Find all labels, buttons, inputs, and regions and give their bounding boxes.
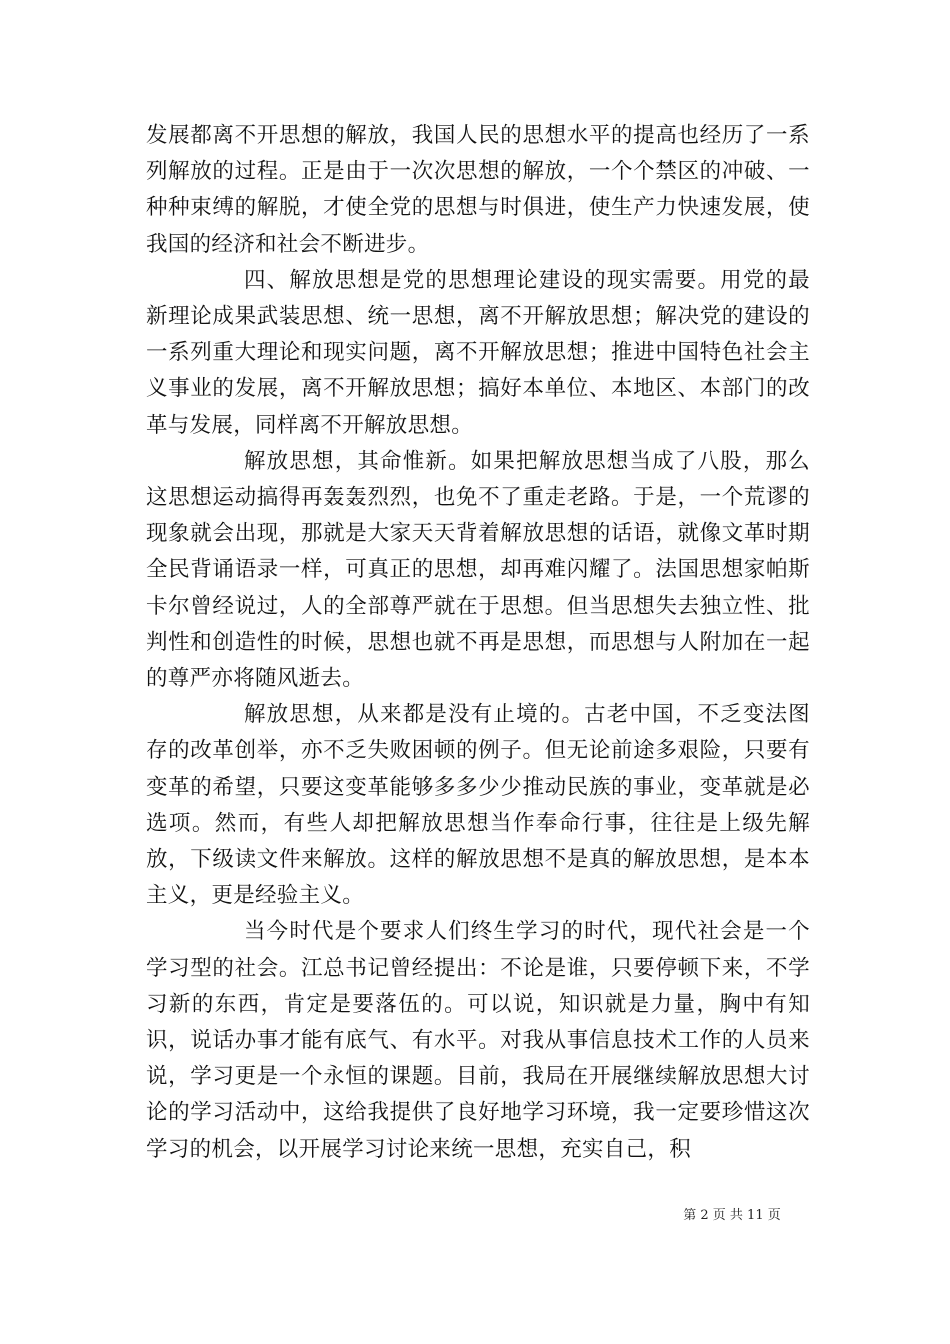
paragraph-renewal: 解放思想，其命惟新。如果把解放思想当成了八股，那么这思想运动搞得再轰轰烈烈，也免不了重走老路。于是，一个荒谬的现象就会出现，那就是大家天天背着解放思想的话语，就像文革时期全民背诵语录一样，可真正的思想，却再难闪耀了。法国思想家帕斯卡尔曾经说过，人的全部尊严就在于思想。但当思想失去独立性、批判性和创造性的时候，思想也就不再是思想，而思想与人附加在一起的尊严亦将随风逝去。 [146, 448, 810, 692]
document-body [146, 118, 810, 1168]
page-number: 第 2 页 共 11 页 [683, 1208, 781, 1223]
paragraph-section-four: 四、解放思想是党的思想理论建设的现实需要。用党的最新理论成果武装思想、统一思想，离不开解放思想；解决党的建设的一系列重大理论和现实问题，离不开解放思想；推进中国特色社会主义事业的发展，离不开解放思想；搞好本单位、本地区、本部门的改革与发展，同样离不开解放思想。 [146, 267, 810, 438]
paragraph-lifelong-learning: 当今时代是个要求人们终生学习的时代，现代社会是一个学习型的社会。江总书记曾经提出：不论是谁，只要停顿下来，不学习新的东西，肯定是要落伍的。可以说，知识就是力量，胸中有知识，说话办事才能有底气、有水平。对我从事信息技术工作的人员来说，学习更是一个永恒的课题。目前，我局在开展继续解放思想大讨论的学习活动中，这给我提供了良好地学习环境，我一定要珍惜这次学习的机会，以开展学习讨论来统一思想，充实自己，积 [146, 919, 810, 1162]
page-footer [0, 1204, 950, 1223]
paragraph-no-limit: 解放思想，从来都是没有止境的。古老中国，不乏变法图存的改革创举，亦不乏失败困顿的例子。但无论前途多艰险，只要有变革的希望，只要这变革能够多多少少推动民族的事业，变革就是必选项。然而，有些人却把解放思想当作奉命行事，往往是上级先解放，下级读文件来解放。这样的解放思想不是真的解放思想，是本本主义，更是经验主义。 [146, 702, 810, 909]
paragraph-continued: 发展都离不开思想的解放，我国人民的思想水平的提高也经历了一系列解放的过程。正是由于一次次思想的解放，一个个禁区的冲破、一种种束缚的解脱，才使全党的思想与时俱进，使生产力快速发展，使我国的经济和社会不断进步。 [146, 123, 810, 257]
